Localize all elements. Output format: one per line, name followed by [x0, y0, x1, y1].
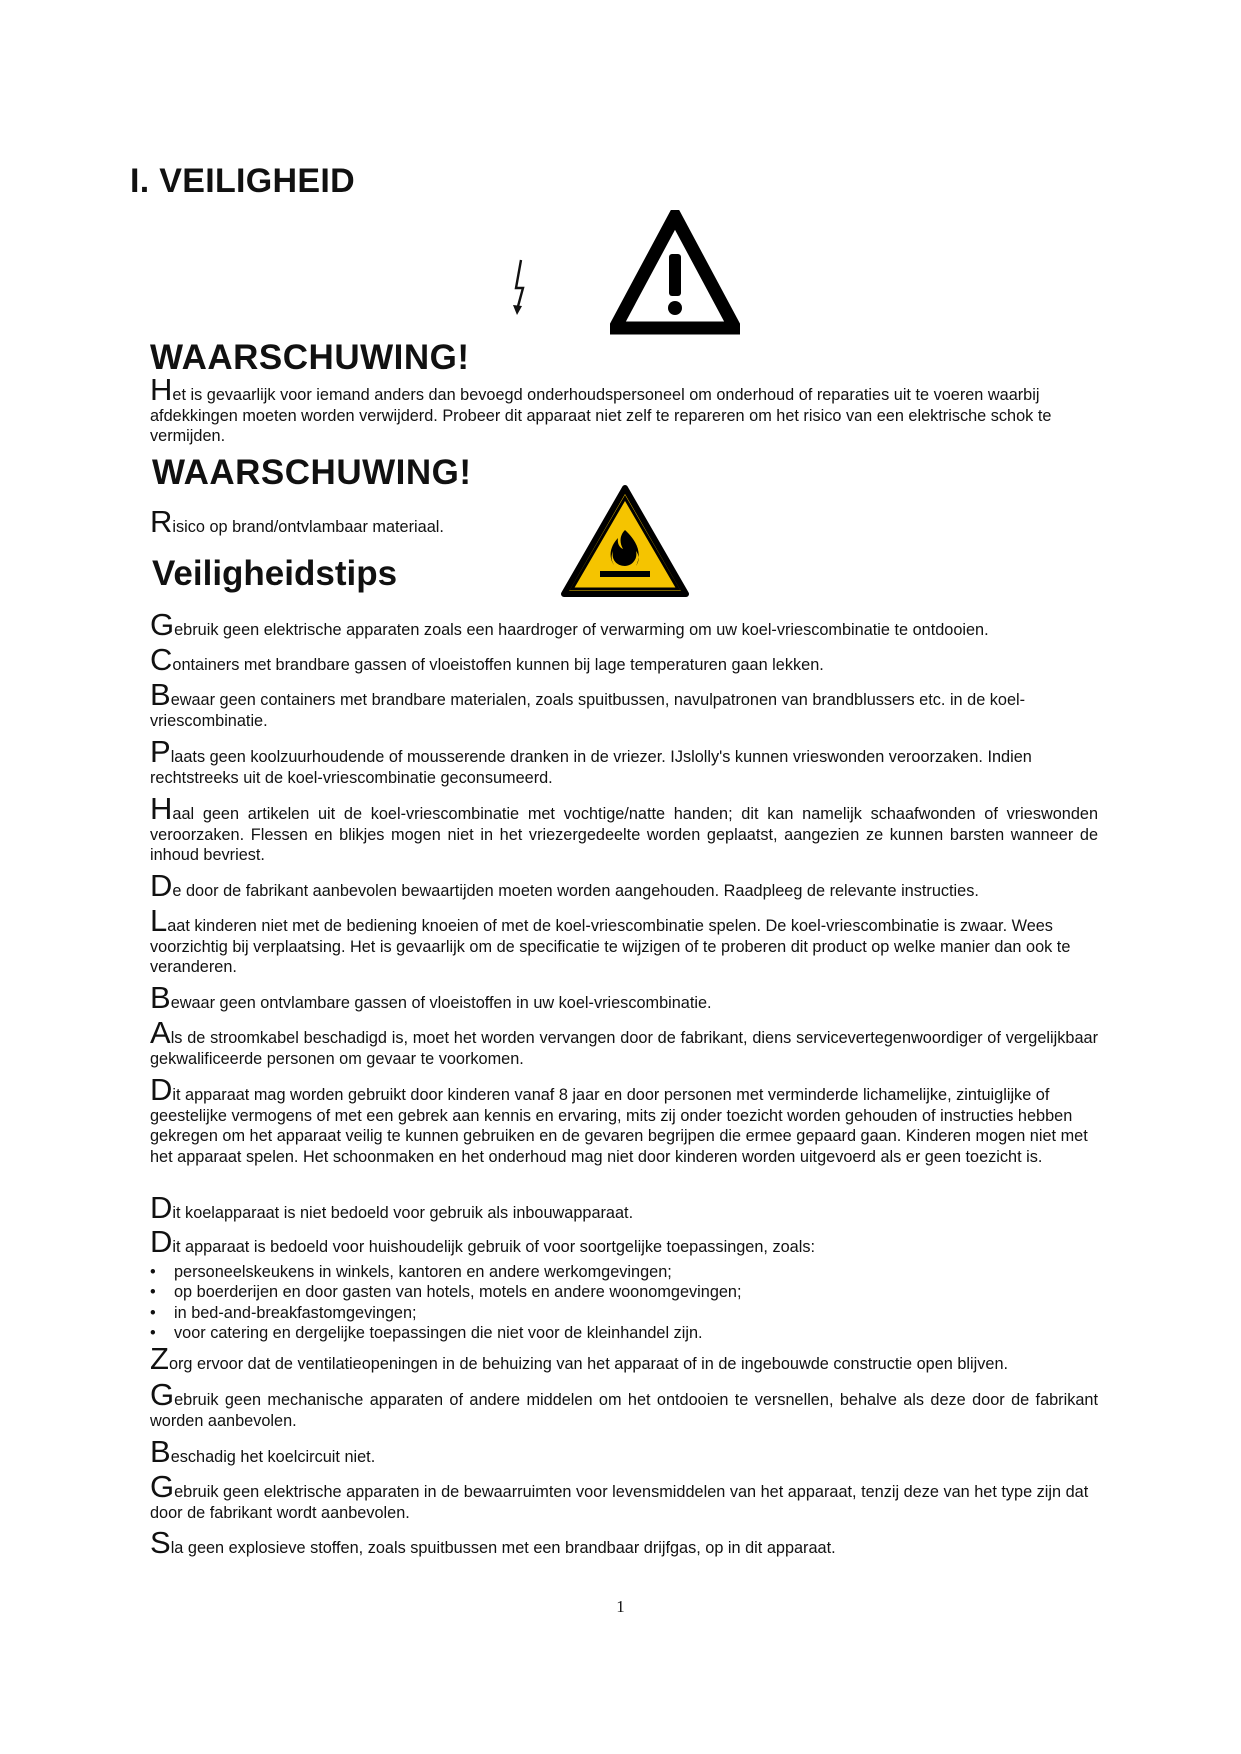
bullet-marker: •	[150, 1324, 156, 1343]
paragraph-text: aat kinderen niet met de bediening knoeien of met de koel-vriescombinatie spelen. De koel-vriescombinatie is zwaar. Wees voorzichtig bij verplaatsing. Het is gevaarlijk om de specificatie te wijzigen of te proberen dit product op welke manier dan ook te veranderen.	[150, 917, 1071, 976]
bullet-text: op boerderijen en door gasten van hotels, motels en andere woonomgevingen;	[174, 1283, 742, 1302]
bullet-text: in bed-and-breakfastomgevingen;	[174, 1303, 417, 1322]
initial-letter: Z	[150, 1341, 169, 1376]
paragraph-text: it apparaat mag worden gebruikt door kinderen vanaf 8 jaar en door personen met verminderde lichamelijke, zintuiglijke of geestelijke vermogens of met een gebrek aan kennis en ervaring, mits zij onder toezicht worden gehouden of instructies hebben gekregen om het apparaat veilig te kunnen gebruiken en de gevaren begrijpen die ermee gepaard gaan. Kinderen mogen niet met het apparaat spelen. Het schoonmaken en het onderhoud mag niet door kinderen worden uitgevoerd als er geen toezicht is.	[150, 1086, 1088, 1166]
list-item	[150, 1282, 1098, 1302]
paragraph-text: laats geen koolzuurhoudende of mousserende dranken in de vriezer. IJslolly's kunnen vrieswonden veroorzaken. Indien rechtstreeks uit de koel-vriescombinatie geconsumeerd.	[150, 748, 1032, 787]
paragraph-text: ewaar geen ontvlambare gassen of vloeistoffen in uw koel-vriescombinatie.	[170, 994, 712, 1012]
initial-letter: B	[150, 677, 171, 712]
bullet-text: personeelskeukens in winkels, kantoren en andere werkomgevingen;	[174, 1263, 672, 1281]
paragraph-text: ewaar geen containers met brandbare materialen, zoals spuitbussen, navulpatronen van brandblussers etc. in de koel-vriescombinatie.	[150, 691, 1026, 730]
initial-letter: D	[150, 1072, 173, 1107]
paragraph-text: ebruik geen elektrische apparaten in de bewaarruimten voor levensmiddelen van het apparaat, tenzij deze van het type zijn dat door de fabrikant wordt aanbevolen.	[150, 1483, 1089, 1522]
bullet-marker: •	[150, 1263, 156, 1281]
usage-bullet-list	[150, 1262, 1098, 1344]
tip-paragraph	[150, 734, 1098, 788]
paragraph-text: isico op brand/ontvlambaar materiaal.	[172, 518, 444, 536]
paragraph-text: org ervoor dat de ventilatieopeningen in de behuizing van het apparaat of in de ingebouwde constructie open blijven.	[168, 1355, 1009, 1373]
paragraph-text: ebruik geen mechanische apparaten of andere middelen om het ontdooien te versnellen, behalve als deze door de fabrikant worden aanbevolen.	[150, 1391, 1098, 1430]
tip-paragraph	[150, 980, 1098, 1015]
warning-text-1	[150, 372, 1098, 447]
list-item	[150, 1323, 1098, 1343]
bullet-marker: •	[150, 1283, 156, 1302]
page-number: 1	[616, 1597, 625, 1616]
paragraph-text: ls de stroomkabel beschadigd is, moet het worden vervangen door de fabrikant, diens servicevertegenwoordiger of vergelijkbaar gekwalificeerde personen om gevaar te voorkomen.	[150, 1029, 1098, 1068]
initial-letter: R	[150, 504, 173, 539]
initial-letter: G	[150, 607, 175, 642]
initial-letter: D	[150, 868, 173, 903]
hazard-icons	[510, 210, 750, 340]
tip-paragraph	[150, 1190, 1098, 1225]
warning-heading-2: WAARSCHUWING!	[152, 453, 472, 492]
bullet-text: voor catering en dergelijke toepassingen die niet voor de kleinhandel zijn.	[174, 1324, 703, 1343]
tip-paragraph	[150, 607, 1098, 642]
tip-paragraph	[150, 868, 1098, 903]
tip-paragraph	[150, 903, 1098, 978]
paragraph-text: e door de fabrikant aanbevolen bewaartijden moeten worden aangehouden. Raadpleeg de relevante instructies.	[172, 882, 979, 900]
tip-paragraph	[150, 1377, 1098, 1431]
initial-letter: H	[150, 372, 173, 407]
initial-letter: P	[150, 734, 171, 769]
initial-letter: H	[150, 791, 173, 826]
initial-letter: L	[150, 903, 168, 938]
paragraph-text: aal geen artikelen uit de koel-vriescombinatie met vochtige/natte handen; dit kan namelijk schaafwonden of vrieswonden veroorzaken. Flessen en blikjes mogen niet in het vriezergedeelte worden geplaatst, aangezien ze kunnen barsten wanneer de inhoud bevriest.	[150, 805, 1098, 864]
tip-paragraph	[150, 1341, 1098, 1376]
initial-letter: D	[150, 1190, 173, 1225]
paragraph-text: it koelapparaat is niet bedoeld voor gebruik als inbouwapparaat.	[172, 1204, 634, 1222]
tip-paragraph	[150, 642, 1098, 677]
paragraph-text: it apparaat is bedoeld voor huishoudelijk gebruik of voor soortgelijke toepassingen, zoals:	[172, 1238, 815, 1256]
initial-letter: B	[150, 1434, 171, 1469]
initial-letter: C	[150, 642, 173, 677]
tip-paragraph	[150, 791, 1098, 866]
paragraph-text: la geen explosieve stoffen, zoals spuitbussen met een brandbaar drijfgas, op in dit apparaat.	[170, 1539, 836, 1557]
fire-hazard-sign-icon	[560, 484, 690, 598]
tip-paragraph	[150, 1434, 1098, 1469]
paragraph-text: ebruik geen elektrische apparaten zoals een haardroger of verwarming om uw koel-vriescombinatie te ontdooien.	[174, 621, 989, 639]
warning-triangle-icon	[610, 210, 740, 335]
tip-paragraph	[150, 1224, 1098, 1259]
initial-letter: G	[150, 1377, 175, 1412]
list-item	[150, 1262, 1098, 1282]
initial-letter: B	[150, 980, 171, 1015]
warning-heading-1: WAARSCHUWING!	[150, 338, 470, 377]
tips-heading: Veiligheidstips	[152, 554, 398, 593]
paragraph-text: et is gevaarlijk voor iemand anders dan bevoegd onderhoudspersoneel om onderhoud of reparaties uit te voeren waarbij afdekkingen moeten worden verwijderd. Probeer dit apparaat niet zelf te repareren om het risico van een elektrische schok te vermijden.	[150, 386, 1052, 445]
tip-paragraph	[150, 1015, 1098, 1069]
tip-paragraph	[150, 677, 1098, 731]
initial-letter: D	[150, 1224, 173, 1259]
paragraph-text: eschadig het koelcircuit niet.	[170, 1448, 376, 1466]
paragraph-text: ontainers met brandbare gassen of vloeistoffen kunnen bij lage temperaturen gaan lekken.	[172, 656, 824, 674]
tip-paragraph	[150, 1072, 1098, 1167]
tip-paragraph	[150, 1525, 1098, 1560]
list-item	[150, 1303, 1098, 1323]
tip-paragraph	[150, 1469, 1098, 1523]
initial-letter: S	[150, 1525, 171, 1560]
section-title: I. VEILIGHEID	[130, 162, 355, 200]
initial-letter: A	[150, 1015, 171, 1050]
lightning-bolt-icon	[510, 258, 530, 320]
bullet-marker: •	[150, 1303, 156, 1322]
initial-letter: G	[150, 1469, 175, 1504]
